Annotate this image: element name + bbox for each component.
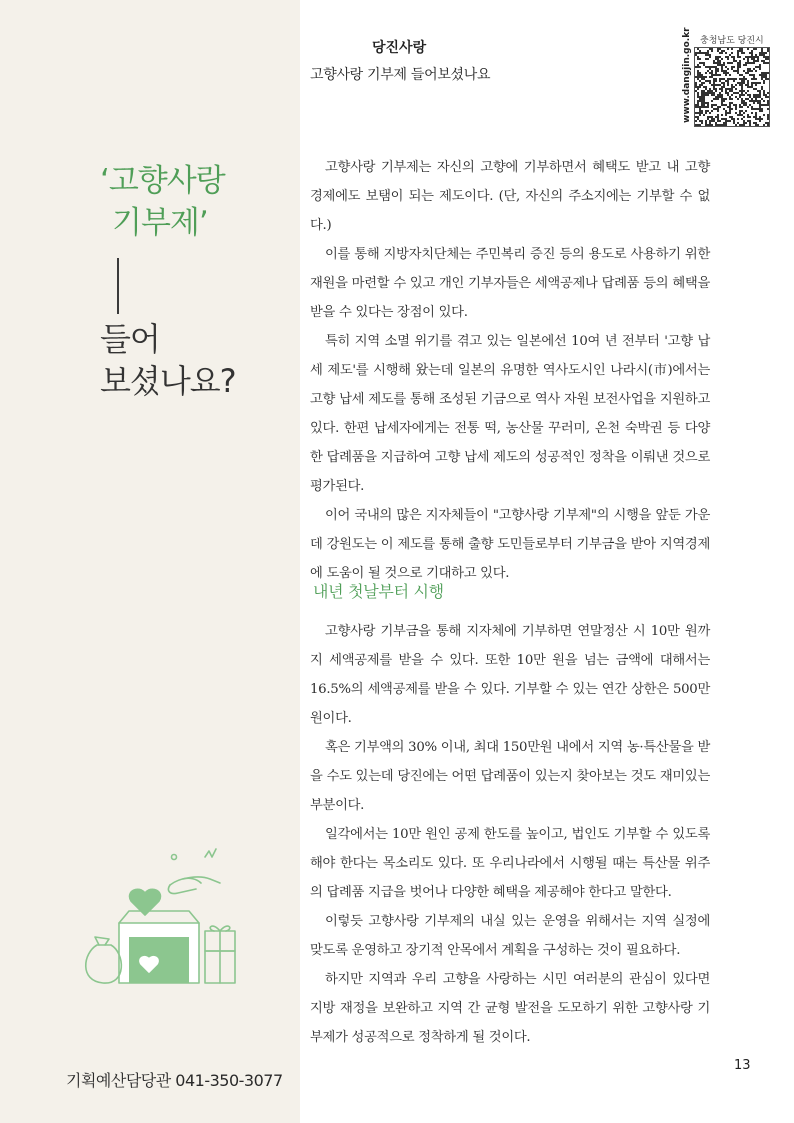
article-body-part-1 [310,153,710,588]
left-subtitle [100,318,236,402]
money-bag-icon [86,945,122,983]
qr-side-label: www.dangjin.go.kr [682,27,692,123]
paragraph: 특히 지역 소멸 위기를 겪고 있는 일본에선 10여 년 전부터 '고향 납세 제도'를 시행해 왔는데 일본의 유명한 역사도시인 나라시(市)에서는 고향 납세 제도를 통해 조성된 기금으로 역사 자원 보전사업을 지원하고 있다. 한편 납세자에게는 전통 떡, 농산물 꾸러미, 온천 숙박권 등 다양한 답례품을 지급하여 고향 납세 제도의 성공적인 정착을 이뤄낸 것으로 평가된다. [310,334,710,494]
paragraph: 고향사랑 기부제는 자신의 고향에 기부하면서 혜택도 받고 내 고향 경제에도 보탬이 되는 제도이다. (단, 자신의 주소지에는 기부할 수 없다.) [310,160,710,233]
left-title-line-2: 기부제’ [112,205,208,241]
qr-top-label: 충청남도 당진시 [700,36,764,46]
paragraph: 이렇듯 고향사랑 기부제의 내실 있는 운영을 위해서는 지역 실정에 맞도록 운영하고 장기적 안목에서 계획을 구성하는 것이 필요하다. [310,914,710,958]
left-subtitle-line-1: 들어 [100,320,160,358]
qr-code-icon[interactable] [694,47,770,127]
paragraph: 하지만 지역과 우리 고향을 사랑하는 시민 여러분의 관심이 있다면 지방 재정을 보완하고 지역 간 균형 발전을 도모하기 위한 고향사랑 기부제가 성공적으로 정착하게 될 것이다. [310,972,710,1045]
left-subtitle-line-2: 보셨나요? [100,362,236,400]
section-heading: 내년 첫날부터 시행 [313,582,444,601]
paragraph: 일각에서는 10만 원인 공제 한도를 높이고, 법인도 기부할 수 있도록 해야 한다는 목소리도 있다. 또 우리나라에서 시행될 때는 특산물 위주의 답례품 지급을 벗어나 다양한 혜택을 제공해야 한다고 말한다. [310,827,710,900]
page-number: 13 [734,1058,751,1073]
article-header-subtitle: 고향사랑 기부제 들어보셨나요 [310,67,491,83]
paragraph: 혹은 기부액의 30% 이내, 최대 150만원 내에서 지역 농·특산물을 받을 수도 있는데 당진에는 어떤 답례품이 있는지 찾아보는 것도 재미있는 부분이다. [310,740,710,813]
contact-info: 기획예산담당관 041-350-3077 [66,1071,283,1090]
left-title-line-1: ‘고향사랑 [100,163,225,199]
paragraph: 고향사랑 기부금을 통해 지자체에 기부하면 연말정산 시 10만 원까지 세액공제를 받을 수 있다. 또한 10만 원을 넘는 금액에 대해서는 16.5%의 세액공제를 받을 수 있다. 기부할 수 있는 연간 상한은 500만원이다. [310,624,710,726]
left-title [100,160,290,244]
vertical-divider [117,258,119,314]
article-body-part-2 [310,617,710,1052]
paragraph: 이를 통해 지방자치단체는 주민복리 증진 등의 용도로 사용하기 위한 재원을 마련할 수 있고 개인 기부자들은 세액공제나 답례품 등의 혜택을 받을 수 있다는 장점이 있다. [310,247,710,320]
qr-code-block[interactable] [678,27,770,128]
magazine-section-title: 당진사랑 [372,40,427,56]
paragraph: 이어 국내의 많은 지자체들이 "고향사랑 기부제"의 시행을 앞둔 가운데 강원도는 이 제도를 통해 출향 도민들로부터 기부금을 받아 지역경제에 도움이 될 것으로 기대하고 있다. [310,508,710,581]
donation-box-illustration [75,845,245,985]
